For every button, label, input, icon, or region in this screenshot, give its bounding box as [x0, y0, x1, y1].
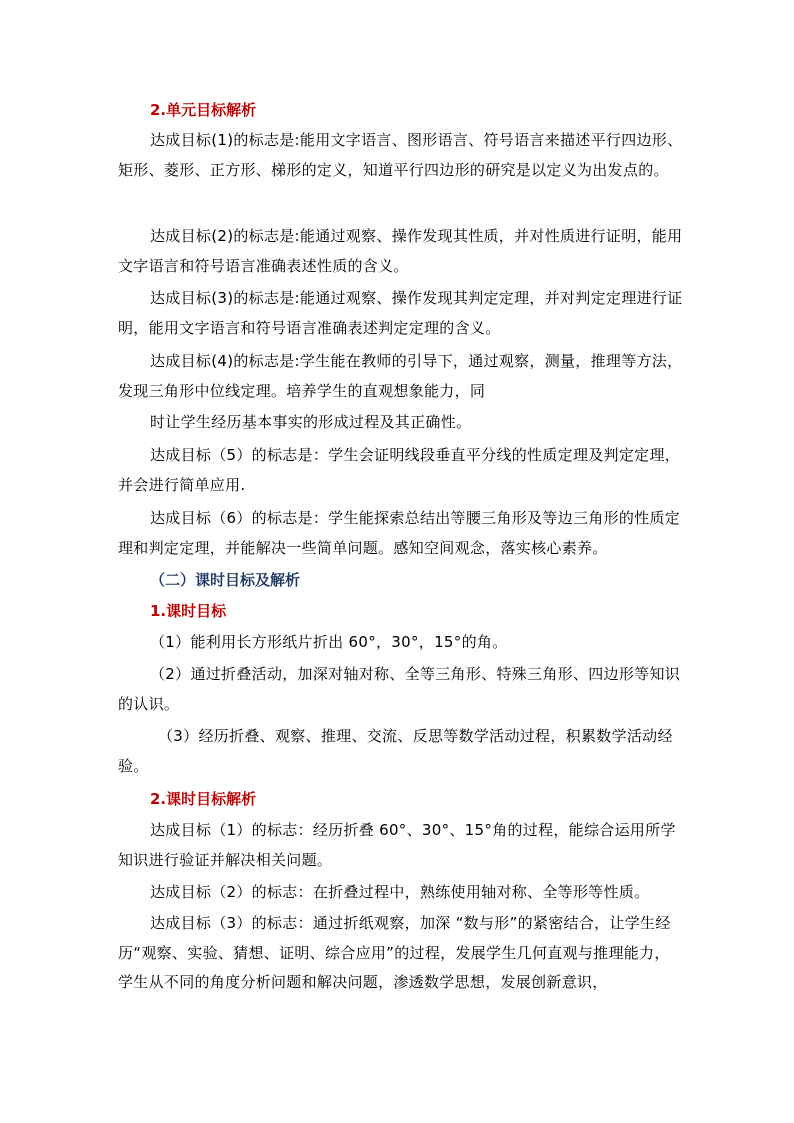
unit-goal-6: 达成目标（6）的标志是：学生能探索总结出等腰三角形及等边三角形的性质定理和判定定理，并能解决一些简单问题。感知空间观念，落实核心素养。 — [118, 509, 681, 557]
unit-goal-4b: 时让学生经历基本事实的形成过程及其正确性。 — [150, 413, 472, 431]
unit-goal-3: 达成目标(3)的标志是:能通过观察、操作发现其判定定理，并对判定定理进行证明，能用文字语言和符号语言准确表述判定定理的含义。 — [118, 289, 683, 337]
lesson-goal-2: （2）通过折叠活动，加深对轴对称、全等三角形、特殊三角形、四边形等知识的认识。 — [118, 665, 681, 713]
unit-goal-5: 达成目标（5）的标志是：学生会证明线段垂直平分线的性质定理及判定定理，并会进行简单应用. — [118, 446, 681, 494]
unit-goal-4a: 达成目标(4)的标志是:学生能在教师的引导下，通过观察，测量，推理等方法，发现三角形中位线定理。培养学生的直观想象能力，同 — [118, 352, 683, 400]
lesson-analysis-1: 达成目标（1）的标志：经历折叠 60°、30°、15°角的过程，能综合运用所学知识进行验证并解决相关问题。 — [118, 821, 676, 869]
lesson-analysis-3: 达成目标（3）的标志：通过折纸观察，加深 “数与形”的紧密结合，让学生经历“观察、实验、猜想、证明、综合应用”的过程，发展学生几何直观与推理能力，学生从不同的角度分析问题和解决问题，渗透数学思想，发展创新意识， — [118, 914, 671, 991]
lesson-goal-1: （1）能利用长方形纸片折出 60°，30°，15°的角。 — [150, 633, 508, 651]
unit-goal-1: 达成目标(1)的标志是:能用文字语言、图形语言、符号语言来描述平行四边形、矩形、菱形、正方形、梯形的定义，知道平行四边形的研究是以定义为出发点的。 — [118, 131, 683, 179]
lesson-goals-heading: 1.课时目标 — [150, 602, 227, 620]
lesson-analysis-heading: 2.课时目标解析 — [150, 790, 257, 808]
lesson-analysis-2: 达成目标（2）的标志：在折叠过程中，熟练使用轴对称、全等形等性质。 — [150, 883, 650, 901]
unit-analysis-heading: 2.单元目标解析 — [150, 101, 257, 119]
lesson-section-heading: （二）课时目标及解析 — [150, 571, 301, 589]
unit-goal-2: 达成目标(2)的标志是:能通过观察、操作发现其性质，并对性质进行证明，能用文字语言和符号语言准确表述性质的含义。 — [118, 227, 683, 275]
lesson-goal-3: （3）经历折叠、观察、推理、交流、反思等数学活动过程，积累数学活动经验。 — [118, 727, 673, 775]
